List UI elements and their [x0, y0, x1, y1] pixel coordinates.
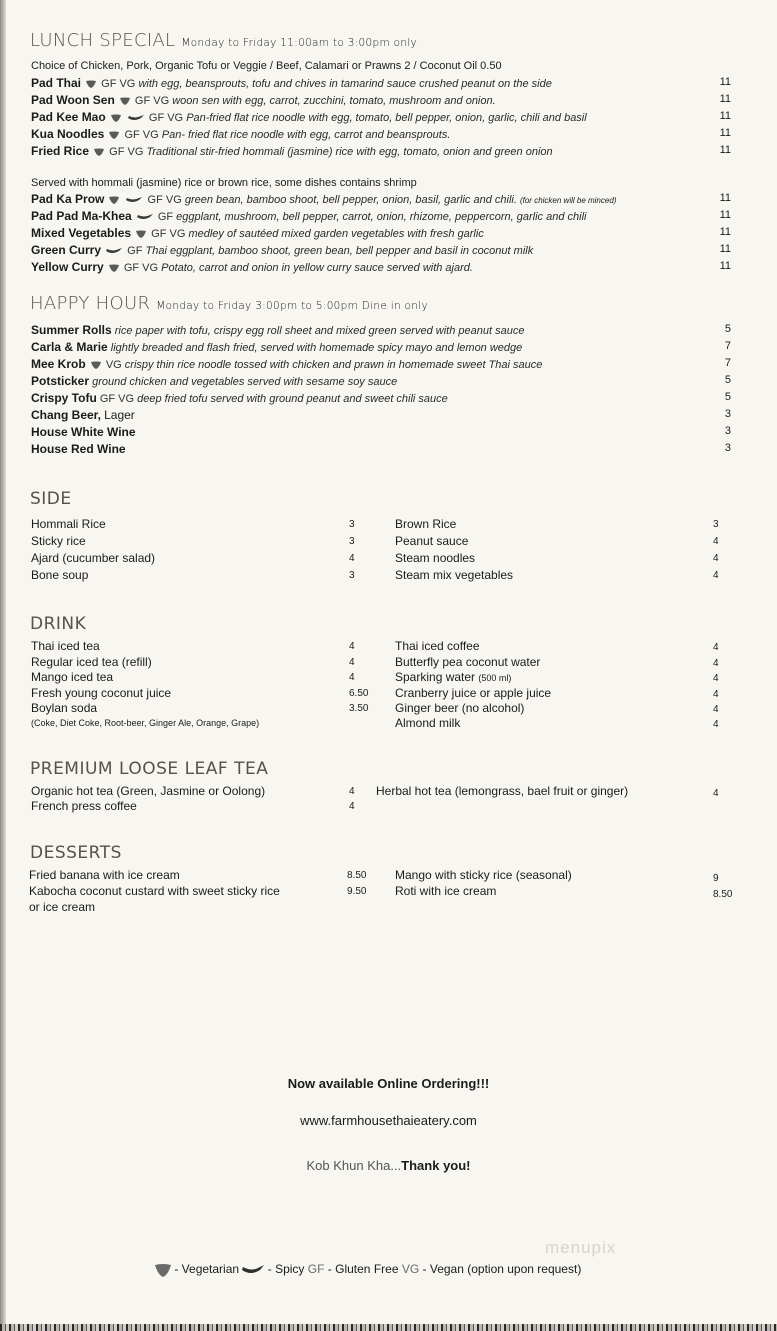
side-item: Brown Rice: [395, 517, 457, 531]
item-price: 11: [719, 93, 731, 105]
side-title: SIDE: [30, 489, 72, 509]
item-name: Kua Noodles: [31, 127, 105, 141]
drink-price: 4: [349, 641, 355, 652]
side-item: Steam mix vegetables: [395, 568, 514, 582]
item-price: 7: [724, 340, 731, 352]
item-name: Pad Pad Ma-Khea: [31, 209, 132, 223]
legend-vg-label: - Vegan (option upon request): [422, 1262, 582, 1276]
menu-item-chang-beer: [31, 408, 731, 425]
drink-item: Regular iced tea (refill): [31, 655, 152, 669]
item-description: Potato, carrot and onion in yellow curry sauce served with ajard.: [161, 262, 473, 274]
drink-price: 4: [349, 657, 355, 668]
menu-item-carla-marie: [31, 340, 731, 357]
drink-price: 4: [349, 672, 355, 683]
drink-price: 4: [713, 704, 719, 715]
item-price: 11: [719, 76, 731, 88]
chili-icon: [106, 247, 122, 255]
leaf-icon: [109, 264, 119, 272]
drink-title: DRINK: [30, 614, 87, 634]
item-description: crispy thin rice noodle tossed with chicken and prawn in homemade sweet Thai sauce: [124, 359, 543, 371]
side-price: 3: [349, 570, 355, 581]
item-name: House White Wine: [31, 425, 136, 439]
menu-item-pad-pad-ma-khea: [31, 209, 731, 226]
website-link[interactable]: www.farmhousethaieatery.com: [300, 1113, 477, 1128]
menu-item-pad-kee-mao: [31, 110, 731, 127]
item-tags: VG: [105, 359, 122, 371]
chili-icon: [137, 213, 153, 221]
page-bottom-edge: [0, 1324, 777, 1331]
item-description: ground chicken and vegetables served with sesame soy sauce: [92, 376, 398, 388]
item-name: House Red Wine: [31, 442, 126, 456]
menu-item-house-red-wine: [31, 442, 731, 459]
tea-item: Organic hot tea (Green, Jasmine or Oolong): [31, 784, 266, 798]
drink-price: 4: [713, 658, 719, 669]
menu-item-green-curry: [31, 243, 731, 260]
side-price: 4: [713, 536, 719, 547]
dessert-price: 8.50: [347, 870, 367, 881]
happy-hour-title: HAPPY HOUR: [30, 293, 151, 314]
item-tags: GF VG: [148, 112, 184, 124]
leaf-icon: [120, 97, 130, 105]
item-name: Potsticker: [31, 374, 90, 388]
item-name: Chang Beer,: [31, 408, 102, 422]
thank-you-line: [0, 1158, 777, 1173]
menu-item-potsticker: [31, 374, 731, 391]
drink-item: Boylan soda: [31, 701, 98, 715]
item-price: 3: [724, 408, 731, 420]
side-price: 4: [713, 553, 719, 564]
item-price: 11: [719, 110, 731, 122]
item-tags: GF: [127, 245, 143, 257]
item-extra-note: (for chicken will be minced): [519, 196, 617, 205]
drink-item: Almond milk: [395, 716, 461, 730]
item-name: Summer Rolls: [31, 323, 112, 337]
item-tags: GF: [157, 211, 174, 223]
item-price: 5: [724, 323, 731, 335]
happy-hour-section-header: [30, 293, 428, 314]
dessert-item: Kabocha coconut custard with sweet sticky rice: [29, 884, 280, 898]
legend-vegetarian: - Vegetarian: [174, 1262, 240, 1276]
item-name: Pad Ka Prow: [31, 192, 105, 206]
menupix-watermark: menupix: [545, 1238, 617, 1257]
item-price: 3: [724, 442, 731, 454]
side-price: 4: [349, 553, 355, 564]
item-name: Mee Krob: [31, 357, 86, 371]
item-tags: GF VG: [101, 78, 136, 90]
drink-item: Thai iced tea: [31, 639, 100, 653]
item-tags: GF VG: [123, 262, 159, 274]
item-tags: GF VG: [151, 228, 186, 240]
leaf-icon: [111, 114, 121, 122]
item-name: Pad Thai: [31, 76, 82, 90]
dessert-item-continuation: or ice cream: [29, 900, 96, 914]
side-item: Steam noodles: [395, 551, 476, 565]
item-description: eggplant, mushroom, bell pepper, carrot, onion, rhizome, peppercorn, garlic and chili: [176, 211, 587, 223]
lunch-choice-note: Choice of Chicken, Pork, Organic Tofu or Veggie / Beef, Calamari or Prawns 2 / Coconut Oil 0.50: [31, 60, 502, 72]
menu-item-kua-noodles: [31, 127, 731, 144]
tea-item: French press coffee: [31, 799, 137, 813]
boylan-flavors-note: (Coke, Diet Coke, Root-beer, Ginger Ale, Orange, Grape): [31, 718, 260, 728]
side-item: Hommali Rice: [31, 517, 106, 531]
legend-gf-label: - Gluten Free: [327, 1262, 399, 1276]
side-price: 3: [713, 519, 719, 530]
lunch-title: LUNCH SPECIAL: [30, 30, 176, 51]
item-tags: GF VG: [134, 95, 170, 107]
item-price: 11: [719, 243, 731, 255]
menu-item-crispy-tofu: [31, 391, 731, 408]
leaf-icon: [109, 196, 119, 204]
menu-item-yellow-curry: [31, 260, 731, 277]
drink-item: Butterfly pea coconut water: [395, 655, 541, 669]
dessert-item: Fried banana with ice cream: [29, 868, 180, 882]
item-name: Mixed Vegetables: [31, 226, 132, 240]
item-description: rice paper with tofu, crispy egg roll sheet and mixed green served with peanut sauce: [114, 325, 525, 337]
drink-price: 4: [713, 689, 719, 700]
chili-icon: [128, 114, 144, 122]
item-description: Pan- fried flat rice noodle with egg, carrot and beansprouts.: [161, 129, 451, 141]
leaf-icon: [94, 148, 104, 156]
item-price: 5: [724, 374, 731, 386]
leaf-icon: [136, 230, 146, 238]
dessert-item: Roti with ice cream: [395, 884, 497, 898]
drink-item: Ginger beer (no alcohol): [395, 701, 525, 715]
menu-item-summer-rolls: [31, 323, 731, 340]
drink-item: [395, 670, 511, 684]
side-item: Bone soup: [31, 568, 89, 582]
item-description: deep fried tofu served with ground peanut and sweet chili sauce: [137, 393, 448, 405]
side-price: 3: [349, 536, 355, 547]
dessert-price: 8.50: [713, 889, 733, 900]
legend-vg-code: VG: [401, 1262, 420, 1276]
item-price: 5: [724, 391, 731, 403]
desserts-title: DESSERTS: [30, 843, 122, 863]
item-tags: GF VG: [99, 393, 135, 405]
menu-item-mixed-vegetables: [31, 226, 731, 243]
drink-item: Fresh young coconut juice: [31, 686, 172, 700]
drink-price: 6.50: [349, 688, 369, 699]
item-price: 11: [719, 144, 731, 156]
drink-name: Sparking water: [395, 670, 476, 684]
menu-item-pad-woon-sen: [31, 93, 731, 110]
item-price: 7: [724, 357, 731, 369]
item-price: 11: [719, 209, 731, 221]
item-name: Crispy Tofu: [31, 391, 97, 405]
item-description: Traditional stir-fried hommali (jasmine) rice with egg, tomato, onion and green onion: [146, 146, 553, 158]
lunch-hours: Monday to Friday 11:00am to 3:00pm only: [181, 37, 418, 49]
dessert-price: 9: [713, 873, 719, 884]
served-note: Served with hommali (jasmine) rice or brown rice, some dishes contains shrimp: [31, 177, 417, 189]
menu-item-mee-krob: [31, 357, 731, 374]
drink-item: Cranberry juice or apple juice: [395, 686, 552, 700]
side-price: 3: [349, 519, 355, 530]
leaf-icon: [109, 131, 119, 139]
tea-price: 4: [349, 801, 355, 812]
item-price: 11: [719, 192, 731, 204]
thanks-english: Thank you!: [401, 1158, 471, 1173]
drink-price: 3.50: [349, 703, 369, 714]
leaf-icon: [155, 1263, 171, 1277]
menu-item-fried-rice: [31, 144, 731, 161]
side-item: Ajard (cucumber salad): [31, 551, 156, 565]
item-tags: GF VG: [147, 194, 182, 206]
item-description: green bean, bamboo shoot, bell pepper, onion, basil, garlic and chili.: [184, 194, 517, 206]
item-description: medley of sautéed mixed garden vegetables with fresh garlic: [188, 228, 484, 240]
thanks-thai: Kob Khun Kha...: [306, 1158, 402, 1173]
lunch-section-header: [30, 30, 417, 51]
menu-item-house-white-wine: [31, 425, 731, 442]
item-description: Thai eggplant, bamboo shoot, green bean, bell pepper and basil in coconut milk: [145, 245, 534, 257]
drink-price: 4: [713, 642, 719, 653]
item-description: woon sen with egg, carrot, zucchini, tomato, mushroom and onion.: [172, 95, 496, 107]
tea-price: 4: [349, 786, 355, 797]
legend-spicy: - Spicy: [267, 1262, 305, 1276]
tea-title: PREMIUM LOOSE LEAF TEA: [30, 759, 269, 779]
item-price: 3: [724, 425, 731, 437]
chili-icon: [242, 1264, 264, 1276]
dietary-legend: [155, 1262, 581, 1277]
side-item: Peanut sauce: [395, 534, 469, 548]
item-description: lightly breaded and flash fried, served with homemade spicy mayo and lemon wedge: [110, 342, 523, 354]
drink-item: Mango iced tea: [31, 670, 114, 684]
drink-item: Thai iced coffee: [395, 639, 480, 653]
item-description: with egg, beansprouts, tofu and chives in tamarind sauce crushed peanut on the side: [138, 78, 552, 90]
item-price: 11: [719, 226, 731, 238]
item-description: Pan-fried flat rice noodle with egg, tomato, bell pepper, onion, garlic, chili and basil: [186, 112, 587, 124]
item-name: Pad Kee Mao: [31, 110, 106, 124]
tea-price: 4: [713, 788, 719, 799]
drink-price: 4: [713, 673, 719, 684]
item-name: Pad Woon Sen: [31, 93, 115, 107]
chili-icon: [126, 196, 142, 204]
legend-gf-code: GF: [307, 1262, 325, 1276]
side-price: 4: [713, 570, 719, 581]
item-price: 11: [719, 260, 731, 272]
item-tags: GF VG: [109, 146, 144, 158]
dessert-item: Mango with sticky rice (seasonal): [395, 868, 572, 882]
item-name: Green Curry: [31, 243, 102, 257]
drink-size-note: (500 ml): [478, 673, 512, 683]
leaf-icon: [86, 80, 96, 88]
menu-item-pad-ka-prow: [31, 192, 731, 209]
page-edge-shadow: [0, 0, 6, 1331]
happy-hour-hours: Monday to Friday 3:00pm to 5:00pm Dine in only: [156, 300, 428, 312]
tea-item: Herbal hot tea (lemongrass, bael fruit or ginger): [376, 784, 629, 798]
drink-price: 4: [713, 719, 719, 730]
menu-item-pad-thai: [31, 76, 731, 93]
item-price: 11: [719, 127, 731, 139]
item-name: Yellow Curry: [31, 260, 104, 274]
online-ordering-note: Now available Online Ordering!!!: [287, 1076, 490, 1091]
item-plain: Lager: [104, 408, 135, 422]
leaf-icon: [91, 361, 101, 369]
item-name: Carla & Marie: [31, 340, 108, 354]
dessert-price: 9.50: [347, 886, 367, 897]
item-name: Fried Rice: [31, 144, 90, 158]
side-item: Sticky rice: [31, 534, 86, 548]
item-tags: GF VG: [124, 129, 159, 141]
